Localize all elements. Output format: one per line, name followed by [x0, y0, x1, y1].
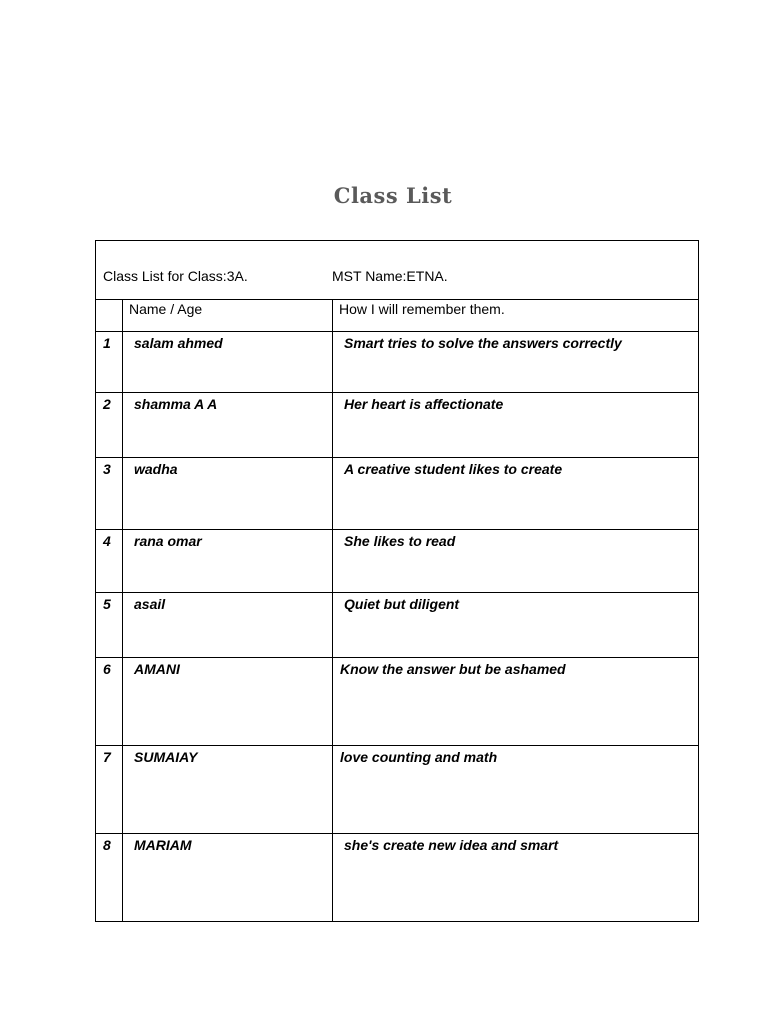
- row-number: 7: [96, 746, 123, 834]
- student-note: love counting and math: [333, 746, 699, 834]
- table-row: [96, 834, 699, 922]
- student-note: A creative student likes to create: [333, 458, 699, 530]
- page-title: Class List: [333, 183, 453, 208]
- student-note: Know the answer but be ashamed: [333, 658, 699, 746]
- student-note: Her heart is affectionate: [333, 393, 699, 458]
- table-header-row: [96, 241, 699, 300]
- student-note: She likes to read: [333, 530, 699, 593]
- row-number: 1: [96, 332, 123, 393]
- name-column-header: Name / Age: [123, 300, 333, 332]
- student-note: she's create new idea and smart: [333, 834, 699, 922]
- table-row: [96, 658, 699, 746]
- student-note: Quiet but diligent: [333, 593, 699, 658]
- student-name: wadha: [123, 458, 333, 530]
- class-label: Class List for Class:3A.: [103, 268, 248, 284]
- table-row: [96, 332, 699, 393]
- row-number: 6: [96, 658, 123, 746]
- class-list-table: [95, 240, 699, 922]
- student-name: shamma A A: [123, 393, 333, 458]
- row-number: 2: [96, 393, 123, 458]
- row-number: 4: [96, 530, 123, 593]
- mst-name-label: MST Name:ETNA.: [332, 268, 448, 284]
- number-column-header: [96, 300, 123, 332]
- table-row: [96, 593, 699, 658]
- row-number: 5: [96, 593, 123, 658]
- student-name: rana omar: [123, 530, 333, 593]
- table-header-cell: [96, 241, 699, 300]
- student-name: SUMAIAY: [123, 746, 333, 834]
- column-header-row: [96, 300, 699, 332]
- student-name: MARIAM: [123, 834, 333, 922]
- table-row: [96, 746, 699, 834]
- student-name: asail: [123, 593, 333, 658]
- student-note: Smart tries to solve the answers correctly: [333, 332, 699, 393]
- remember-column-header: How I will remember them.: [333, 300, 699, 332]
- student-name: salam ahmed: [123, 332, 333, 393]
- table-row: [96, 530, 699, 593]
- table-row: [96, 458, 699, 530]
- table-row: [96, 393, 699, 458]
- row-number: 3: [96, 458, 123, 530]
- row-number: 8: [96, 834, 123, 922]
- student-name: AMANI: [123, 658, 333, 746]
